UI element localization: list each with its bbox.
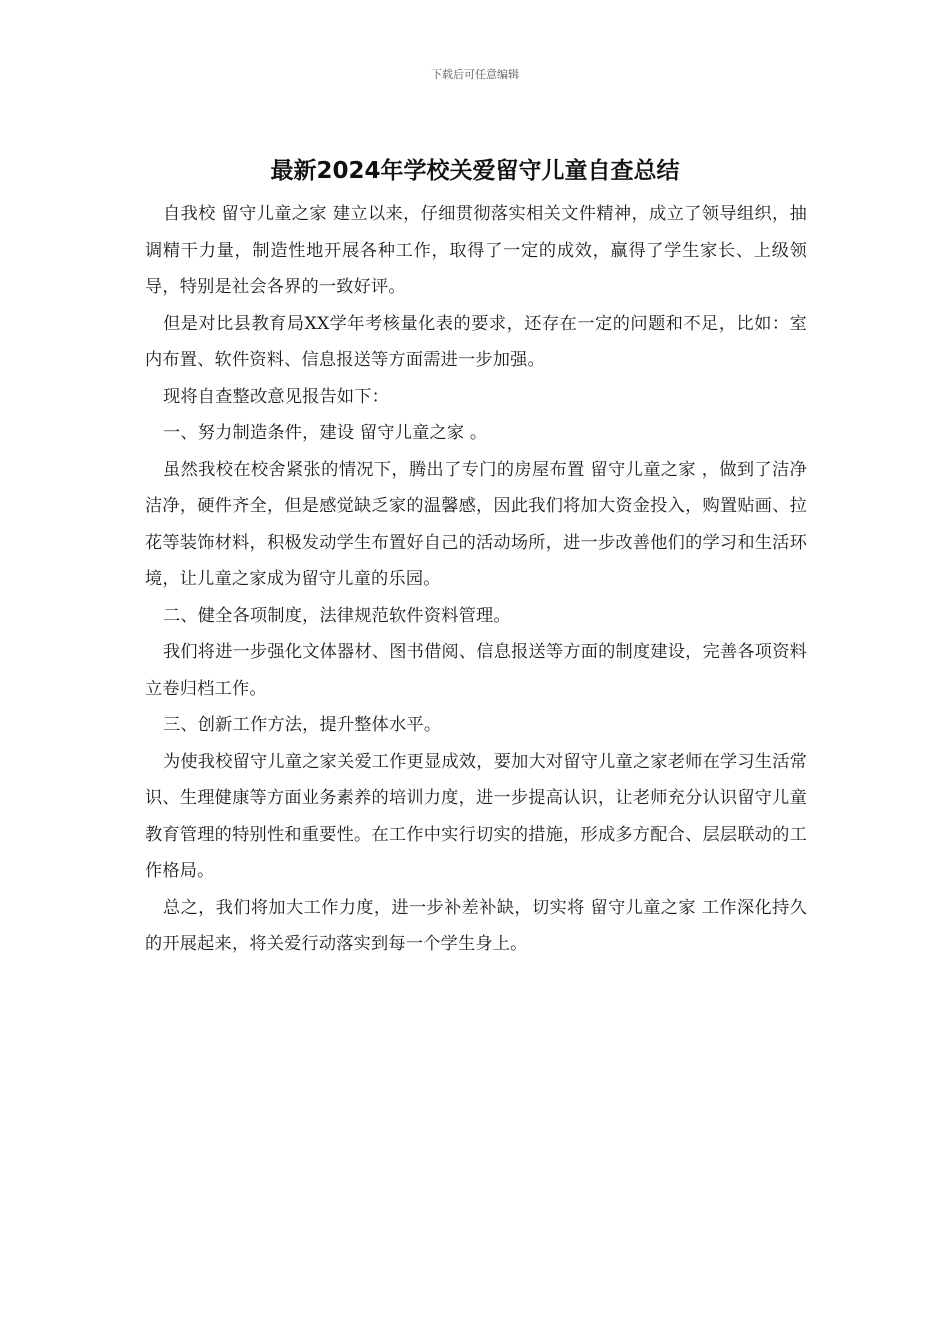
paragraph-section-3: 为使我校留守儿童之家关爱工作更显成效，要加大对留守儿童之家老师在学习生活常识、生理健康等方面业务素养的培训力度，进一步提高认识，让老师充分认识留守儿童教育管理的特别性和重要性。在工作中实行切实的措施，形成多方配合、层层联动的工作格局。 [145, 751, 807, 881]
paragraph-report-lead: 现将自查整改意见报告如下： [163, 386, 390, 407]
document-body [145, 196, 807, 963]
paragraph-section-1: 虽然我校在校舍紧张的情况下，腾出了专门的房屋布置 留守儿童之家 ，做到了洁净洁净，硬件齐全，但是感觉缺乏家的温馨感，因此我们将加大资金投入，购置贴画、拉花等装饰材料，积极发动学生布置好自己的活动场所，进一步改善他们的学习和生活环境，让儿童之家成为留守儿童的乐园。 [145, 459, 807, 589]
paragraph-section-2: 我们将进一步强化文体器材、图书借阅、信息报送等方面的制度建设，完善各项资料立卷归档工作。 [145, 642, 807, 699]
paragraph-conclusion: 总之，我们将加大工作力度，进一步补差补缺，切实将 留守儿童之家 工作深化持久的开展起来，将关爱行动落实到每一个学生身上。 [145, 897, 807, 954]
paragraph-shortcomings: 但是对比县教育局XX学年考核量化表的要求，还存在一定的问题和不足，比如：室内布置、软件资料、信息报送等方面需进一步加强。 [145, 313, 807, 370]
paragraph-intro: 自我校 留守儿童之家 建立以来，仔细贯彻落实相关文件精神，成立了领导组织，抽调精干力量，制造性地开展各种工作，取得了一定的成效，赢得了学生家长、上级领导，特别是社会各界的一致好评。 [145, 204, 807, 297]
section-heading-1: 一、努力制造条件，建设 留守儿童之家 。 [163, 423, 488, 443]
header-note: 下载后可任意编辑 [431, 68, 519, 81]
section-heading-2: 二、健全各项制度，法律规范软件资料管理。 [163, 605, 511, 626]
document-title: 最新2024年学校关爱留守儿童自查总结 [270, 158, 680, 184]
section-heading-3: 三、创新工作方法，提升整体水平。 [163, 715, 442, 735]
